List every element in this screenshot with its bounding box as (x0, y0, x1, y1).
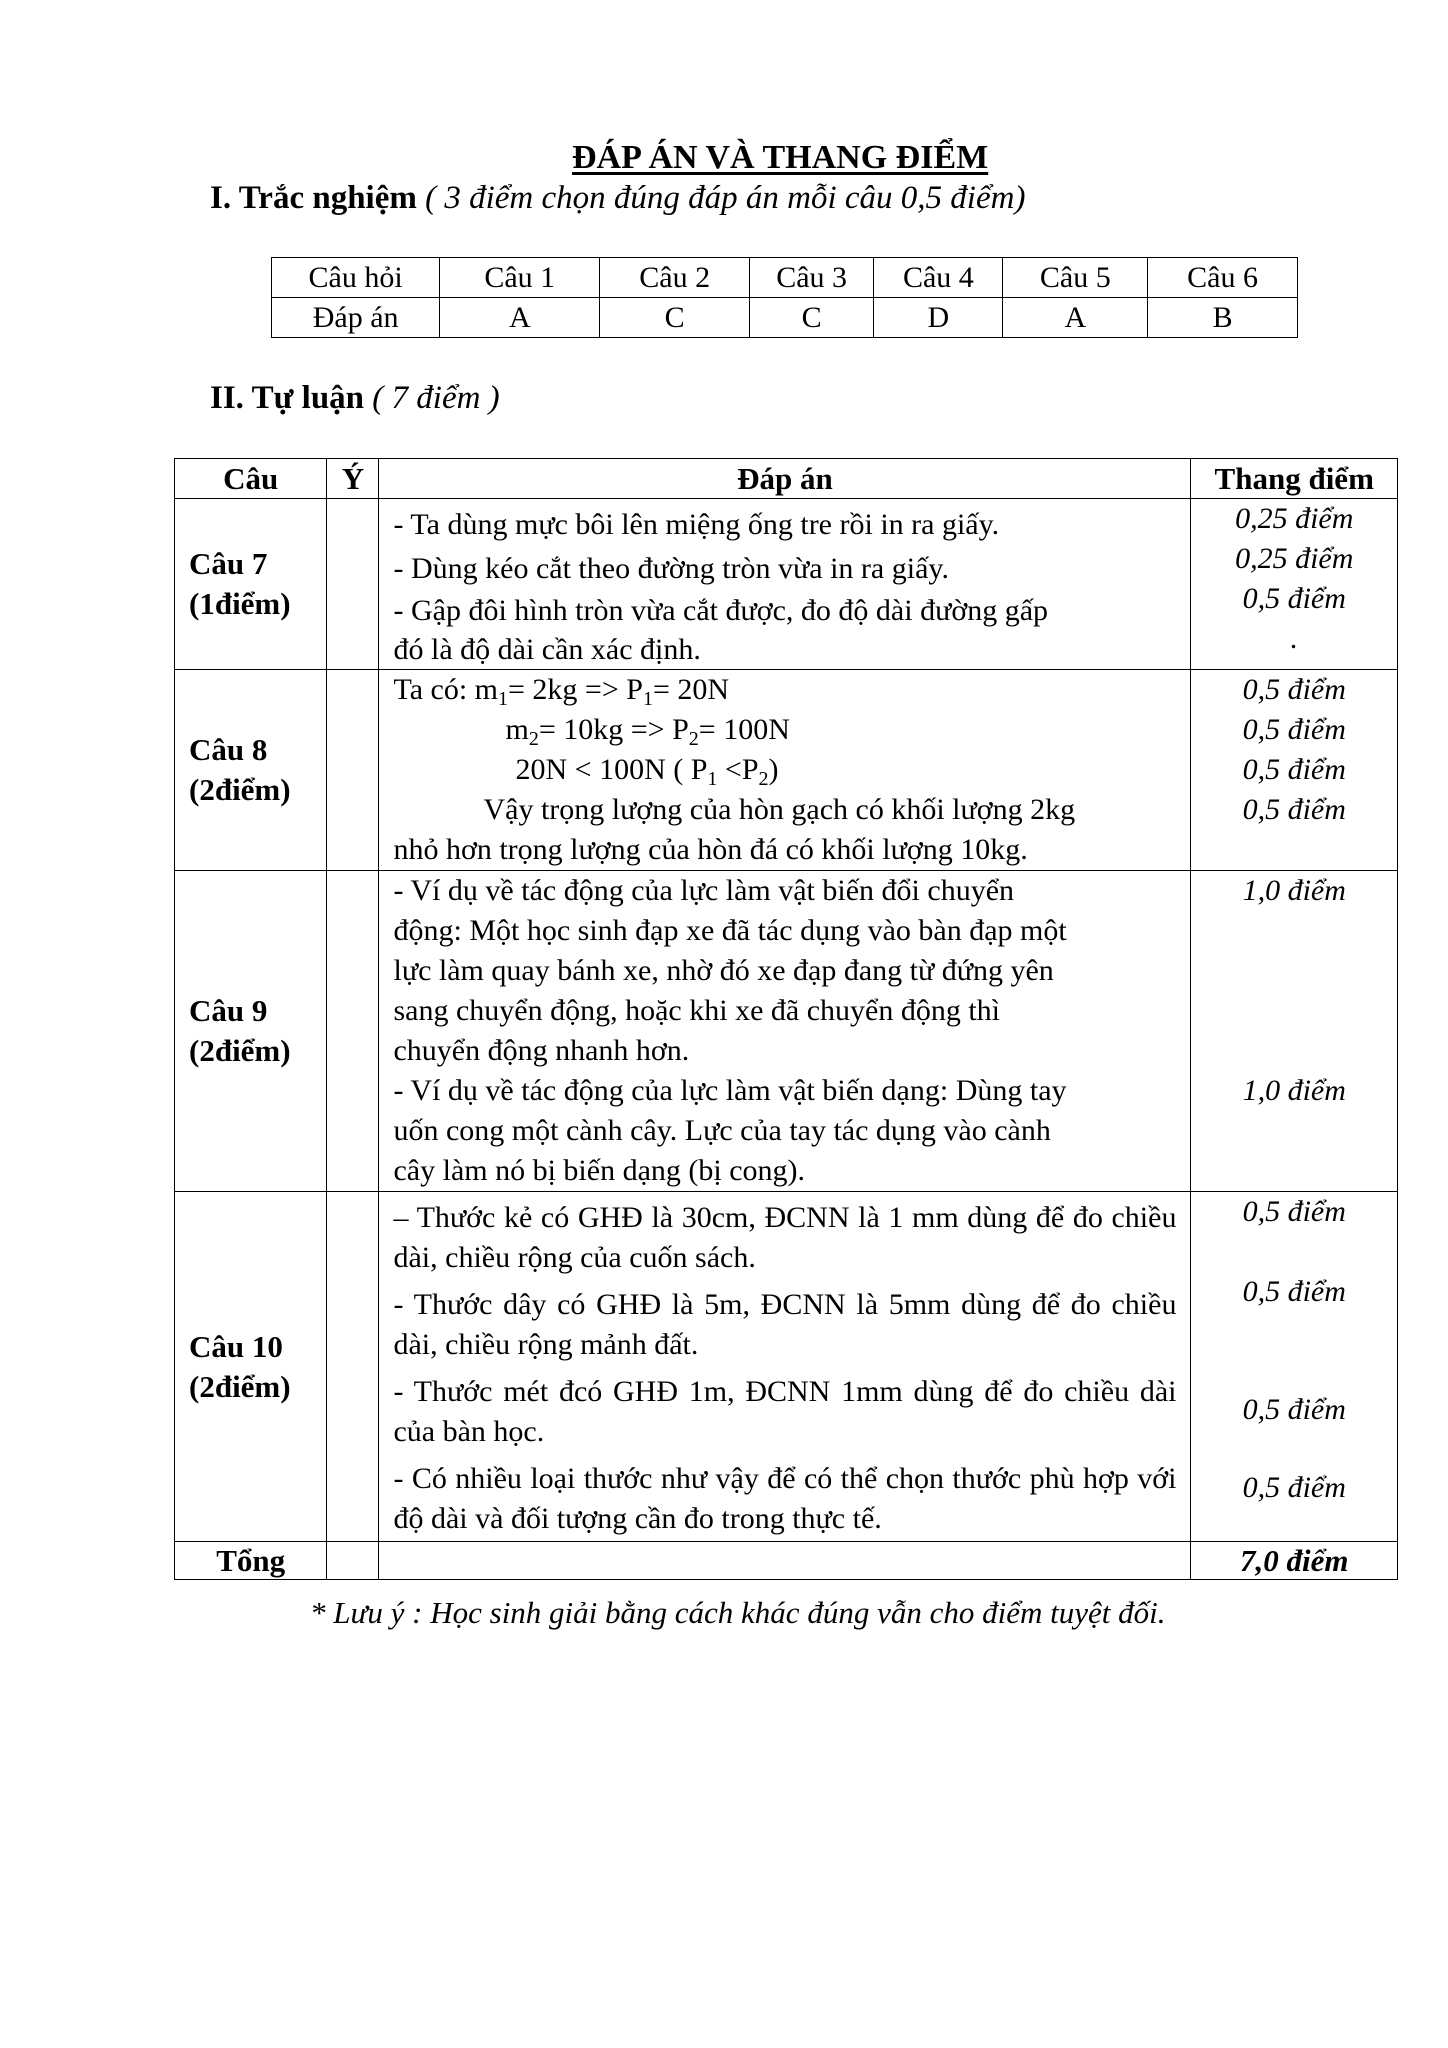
table-cell: Câu 1 (440, 258, 600, 298)
answer-cell (379, 1192, 1191, 1542)
table-cell: C (750, 298, 874, 338)
footnote: * Lưu ý : Học sinh giải bằng cách khác đúng vẫn cho điểm tuyệt đối. (310, 1595, 1166, 1630)
table-cell: Câu 6 (1148, 258, 1298, 298)
answer-line: uốn cong một cành cây. Lực của tay tác dụng vào cành (393, 1114, 1051, 1147)
column-header: Đáp án (379, 459, 1191, 499)
points-value: 0,5 điểm (1242, 1393, 1346, 1426)
answer-line: Ta có: $m_1= 2kg => P_1= 20N$ (393, 673, 730, 710)
question-points: (2điểm) (189, 1368, 291, 1404)
table-cell: Câu 5 (1003, 258, 1148, 298)
points-value: 0,25 điểm (1235, 502, 1354, 535)
table-cell: D (874, 298, 1003, 338)
table-total-row (175, 1542, 1398, 1580)
answer-line: chuyển động nhanh hơn. (393, 1034, 690, 1067)
table-row (272, 298, 1298, 338)
total-label: Tổng (175, 1542, 327, 1580)
sub-item-cell (327, 871, 379, 1192)
answer-paragraph: - Thước mét đcó GHĐ 1m, ĐCNN 1mm dùng để đo chiều dài của bàn học. (393, 1375, 1177, 1448)
question-label: Câu 10 (189, 1328, 283, 1364)
points-value: . (1290, 622, 1298, 655)
table-row (175, 871, 1398, 1192)
section-note: ( 7 điểm ) (372, 380, 500, 416)
table-row (272, 258, 1298, 298)
answer-line: lực làm quay bánh xe, nhờ đó xe đạp đang từ đứng yên (393, 954, 1054, 987)
answer-paragraph: - Có nhiều loại thước như vậy để có thể chọn thước phù hợp với độ dài và đối tượng cần đo trong thực tế. (393, 1462, 1177, 1535)
points-cell (1191, 1192, 1398, 1542)
sub-item-cell (327, 1542, 379, 1580)
answer-line: - Ta dùng mực bôi lên miệng ống tre rồi in ra giấy. (393, 508, 1000, 541)
answer-cell (379, 871, 1191, 1192)
sub-item-cell (327, 499, 379, 670)
points-value: 0,5 điểm (1242, 673, 1346, 706)
question-label-cell (175, 499, 327, 670)
table-cell: C (600, 298, 750, 338)
question-points: (2điểm) (189, 772, 291, 807)
question-label: Câu 9 (189, 993, 268, 1028)
table-cell: Câu hỏi (272, 258, 440, 298)
answer-line: - Gập đôi hình tròn vừa cắt được, đo độ dài đường gấp (393, 594, 1049, 627)
answer-cell (379, 499, 1191, 670)
points-value: 1,0 điểm (1242, 1074, 1346, 1107)
table-cell: Câu 2 (600, 258, 750, 298)
section-label: I. Trắc nghiệm (210, 180, 417, 216)
points-value: 0,5 điểm (1242, 1275, 1346, 1308)
points-value: 0,5 điểm (1242, 713, 1346, 746)
points-value: 0,25 điểm (1235, 542, 1354, 575)
section-label: II. Tự luận (210, 380, 365, 416)
section-note: ( 3 điểm chọn đúng đáp án mỗi câu 0,5 điểm) (425, 180, 1026, 216)
column-header: Câu (175, 459, 327, 499)
column-header: Thang điểm (1191, 459, 1398, 499)
question-points: (1điểm) (189, 586, 291, 621)
points-value: 0,5 điểm (1242, 1195, 1346, 1228)
essay-answer-table (174, 458, 1398, 1580)
section-essay-heading (210, 378, 500, 418)
points-cell (1191, 871, 1398, 1192)
table-cell: Câu 4 (874, 258, 1003, 298)
points-cell (1191, 499, 1398, 670)
points-value: 1,0 điểm (1242, 874, 1346, 907)
table-row (175, 670, 1398, 871)
section-multiple-choice-heading (210, 178, 1025, 218)
answer-line: - Dùng kéo cắt theo đường tròn vừa in ra giấy. (393, 552, 949, 585)
question-label-cell (175, 1192, 327, 1542)
table-row (175, 499, 1398, 670)
sub-item-cell (327, 670, 379, 871)
answer-paragraph: - Thước dây có GHĐ là 5m, ĐCNN là 5mm dùng để đo chiều dài, chiều rộng mảnh đất. (393, 1288, 1177, 1361)
answer-line: động: Một học sinh đạp xe đã tác dụng vào bàn đạp một (393, 914, 1067, 947)
table-cell: Câu 3 (750, 258, 874, 298)
answer-line: 20N < 100N ( $P_1 <P_2$) (515, 753, 779, 790)
total-points: 7,0 điểm (1191, 1542, 1398, 1580)
page-title: ĐÁP ÁN VÀ THANG ĐIỂM (572, 139, 989, 176)
table-header-row (175, 459, 1398, 499)
answer-cell (379, 670, 1191, 871)
table-cell: B (1148, 298, 1298, 338)
answer-line: nhỏ hơn trọng lượng của hòn đá có khối lượng 10kg. (393, 833, 1028, 866)
question-label: Câu 8 (189, 732, 268, 767)
points-value: 0,5 điểm (1242, 582, 1346, 615)
table-cell: A (1003, 298, 1148, 338)
table-row (175, 1192, 1398, 1542)
question-points: (2điểm) (189, 1033, 291, 1068)
answer-line: - Ví dụ về tác động của lực làm vật biến đổi chuyển (393, 874, 1015, 907)
answer-line: Vậy trọng lượng của hòn gạch có khối lượng 2kg (483, 793, 1076, 826)
answer-line: cây làm nó bị biến dạng (bị cong). (393, 1154, 806, 1187)
answer-line: đó là độ dài cần xác định. (393, 633, 701, 666)
answer-paragraph: – Thước kẻ có GHĐ là 30cm, ĐCNN là 1 mm dùng để đo chiều dài, chiều rộng của cuốn sách. (393, 1201, 1177, 1274)
points-value: 0,5 điểm (1242, 793, 1346, 826)
question-label: Câu 7 (189, 546, 268, 581)
table-cell: A (440, 298, 600, 338)
points-value: 0,5 điểm (1242, 753, 1346, 786)
answer-line: - Ví dụ về tác động của lực làm vật biến dạng: Dùng tay (393, 1074, 1067, 1107)
answer-line: $m_2= 10kg => P_2= 100N$ (505, 713, 790, 750)
multiple-choice-answer-table (271, 257, 1298, 338)
column-header: Ý (327, 459, 379, 499)
question-label-cell (175, 871, 327, 1192)
question-label-cell (175, 670, 327, 871)
answer-line: sang chuyển động, hoặc khi xe đã chuyển động thì (393, 994, 1001, 1027)
answer-cell (379, 1542, 1191, 1580)
table-cell: Đáp án (272, 298, 440, 338)
points-value: 0,5 điểm (1242, 1471, 1346, 1504)
sub-item-cell (327, 1192, 379, 1542)
points-cell (1191, 670, 1398, 871)
